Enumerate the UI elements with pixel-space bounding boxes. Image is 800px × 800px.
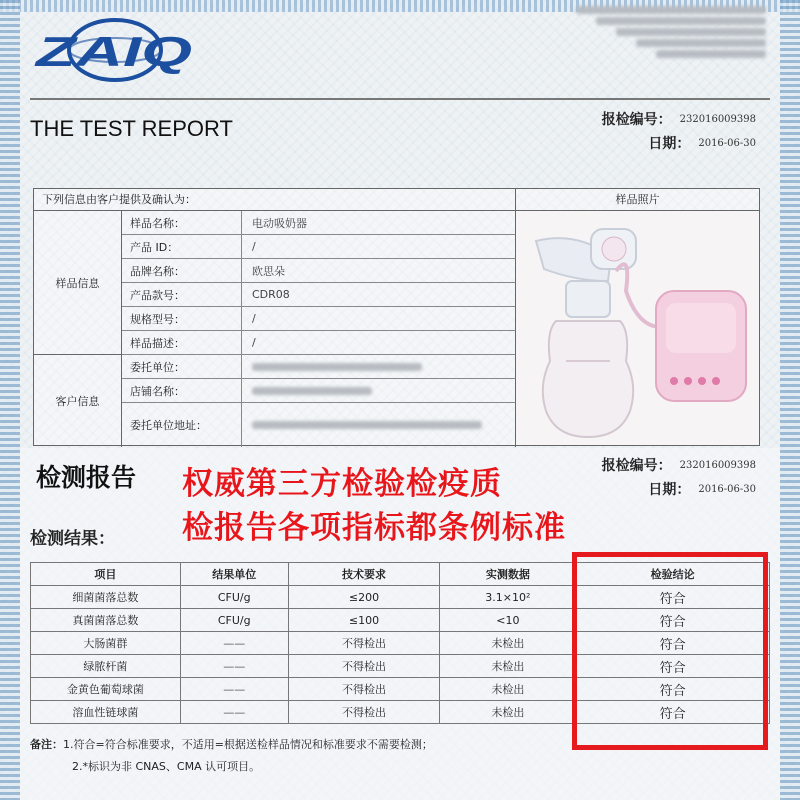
promo-overlay-text — [182, 462, 566, 550]
photo-header: 样品照片 — [516, 189, 759, 211]
cell-measured: 未检出 — [440, 655, 576, 678]
sample-row-label: 样品名称： — [122, 211, 242, 234]
cell-measured: 未检出 — [440, 632, 576, 655]
sample-row-label: 样品描述： — [122, 331, 242, 354]
note-line-2: 2.*标识为非 CNAS、CMA 认可项目。 — [72, 760, 261, 773]
cell-requirement: ≤100 — [288, 609, 440, 632]
sample-row — [122, 235, 516, 259]
results-label: 检测结果： — [30, 529, 115, 549]
client-row-label: 委托单位地址： — [122, 403, 242, 447]
report-number: 232016009398 — [679, 114, 756, 125]
sample-row-label: 产品 ID： — [122, 235, 242, 258]
cell-requirement: 不得检出 — [288, 632, 440, 655]
cell-conclusion: 符合 — [576, 678, 770, 701]
sample-row-label: 规格型号： — [122, 307, 242, 330]
info-table-header: 下列信息由客户提供及确认为： — [34, 189, 516, 211]
results-title: 检测报告 — [36, 463, 137, 492]
redacted-value — [242, 355, 515, 378]
cell-unit: —— — [180, 632, 288, 655]
cell-item: 大肠菌群 — [31, 632, 181, 655]
col-header: 实测数据 — [440, 563, 576, 586]
sample-row-value: / — [252, 240, 256, 253]
cell-conclusion: 符合 — [576, 655, 770, 678]
client-info-group-label: 客户信息 — [34, 355, 122, 447]
note-line-1: 1.符合=符合标准要求，不适用=根据送检样品情况和标准要求不需要检测； — [63, 738, 433, 751]
col-header: 结果单位 — [180, 563, 288, 586]
report-number: 232016009398 — [679, 460, 756, 471]
cell-unit: CFU/g — [180, 609, 288, 632]
col-header: 技术要求 — [288, 563, 440, 586]
header-address-block — [556, 6, 766, 61]
report-meta-bottom — [602, 454, 756, 502]
report-date-label: 日期： — [648, 136, 691, 152]
guilloche-border-left — [0, 0, 20, 800]
guilloche-border-right — [780, 0, 800, 800]
cell-conclusion: 符合 — [576, 632, 770, 655]
sample-row-label: 品牌名称： — [122, 259, 242, 282]
client-row-label: 店铺名称： — [122, 379, 242, 402]
cell-unit: —— — [180, 678, 288, 701]
cell-item: 绿脓杆菌 — [31, 655, 181, 678]
sample-row-value: / — [252, 312, 256, 325]
sample-row — [122, 331, 516, 355]
report-date-label: 日期： — [648, 482, 691, 498]
sample-row-value: 电动吸奶器 — [252, 216, 307, 230]
redacted-value — [242, 379, 515, 402]
sample-row — [122, 211, 516, 235]
cell-requirement: 不得检出 — [288, 655, 440, 678]
cell-conclusion: 符合 — [576, 701, 770, 724]
col-header: 检验结论 — [576, 563, 770, 586]
product-photo — [516, 211, 759, 445]
sample-row-value: CDR08 — [252, 288, 290, 301]
cell-unit: —— — [180, 701, 288, 724]
sample-row — [122, 283, 516, 307]
notes-label: 备注： — [30, 738, 63, 751]
header-divider — [30, 98, 770, 100]
redacted-value — [242, 403, 515, 447]
report-date: 2016-06-30 — [698, 138, 756, 149]
client-row — [122, 379, 516, 403]
col-header: 项目 — [31, 563, 181, 586]
zaiq-logo — [30, 14, 200, 84]
report-title: THE TEST REPORT — [30, 116, 233, 141]
cell-item: 溶血性链球菌 — [31, 701, 181, 724]
report-number-label: 报检编号： — [601, 112, 672, 128]
cell-conclusion: 符合 — [576, 586, 770, 609]
sample-row-value: / — [252, 336, 256, 349]
conclusion-highlight-box — [572, 552, 768, 750]
cell-unit: CFU/g — [180, 586, 288, 609]
cell-unit: —— — [180, 655, 288, 678]
cell-measured: 未检出 — [440, 701, 576, 724]
notes — [30, 734, 433, 778]
cell-item: 真菌菌落总数 — [31, 609, 181, 632]
cell-measured: <10 — [440, 609, 576, 632]
sample-info-table — [33, 188, 760, 446]
cell-requirement: 不得检出 — [288, 701, 440, 724]
sample-row-value: 欧思朵 — [252, 264, 285, 278]
client-row — [122, 355, 516, 379]
sample-row-label: 产品款号： — [122, 283, 242, 306]
cell-conclusion: 符合 — [576, 609, 770, 632]
report-number-label: 报检编号： — [601, 458, 672, 474]
sample-row — [122, 259, 516, 283]
cell-requirement: ≤200 — [288, 586, 440, 609]
client-row-label: 委托单位： — [122, 355, 242, 378]
sample-info-group-label: 样品信息 — [34, 211, 122, 355]
cell-item: 细菌菌落总数 — [31, 586, 181, 609]
promo-line-1: 权威第三方检验检疫质 — [182, 466, 502, 502]
cell-measured: 未检出 — [440, 678, 576, 701]
client-row — [122, 403, 516, 447]
report-meta-top — [602, 108, 756, 156]
cell-measured: 3.1×10² — [440, 586, 576, 609]
promo-line-2: 检报告各项指标都条例标准 — [182, 510, 566, 546]
report-date: 2016-06-30 — [698, 484, 756, 495]
sample-row — [122, 307, 516, 331]
svg-text:ZAIQ: ZAIQ — [36, 28, 137, 75]
cell-requirement: 不得检出 — [288, 678, 440, 701]
cell-item: 金黄色葡萄球菌 — [31, 678, 181, 701]
